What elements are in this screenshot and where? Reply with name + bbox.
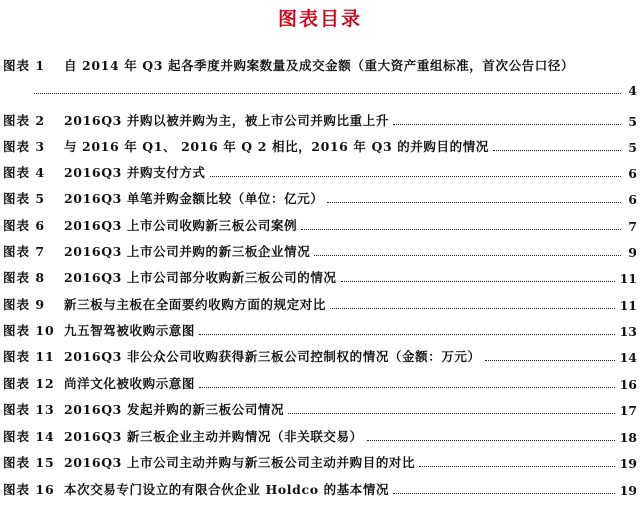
toc-text: 2016Q3 并购支付方式 [64, 165, 206, 180]
toc-leader [367, 440, 615, 441]
toc-label: 图表 9 [3, 297, 46, 312]
toc-text: 本次交易专门设立的有限合伙企业 Holdco 的基本情况 [64, 482, 390, 497]
toc-text: 与 2016 年 Q1、 2016 年 Q 2 相比，2016 年 Q3 的并购目的情况 [64, 139, 489, 154]
toc-entry[interactable] [0, 396, 640, 418]
toc-page: 5 [628, 114, 637, 129]
toc-page: 4 [628, 83, 637, 98]
toc-leader [314, 255, 621, 256]
toc-text: 2016Q3 非公众公司收购获得新三板公司控制权的情况（金额：万元） [64, 349, 481, 364]
toc-label: 图表 11 [3, 349, 55, 364]
toc-label: 图表 16 [3, 482, 55, 497]
toc-label: 图表 12 [3, 376, 55, 391]
toc-text: 2016Q3 新三板企业主动并购情况（非关联交易） [64, 429, 363, 444]
toc-label: 图表 2 [3, 113, 46, 128]
toc-entry[interactable] [0, 185, 640, 207]
toc-text: 尚洋文化被收购示意图 [64, 376, 196, 391]
toc-label: 图表 10 [3, 323, 55, 338]
toc-entry-continuation[interactable] [34, 82, 640, 98]
toc-page: 7 [628, 219, 637, 234]
toc-label: 图表 1 [3, 58, 46, 73]
toc-leader [327, 202, 621, 203]
toc-page: 6 [628, 192, 637, 207]
toc-text: 2016Q3 单笔并购金额比较（单位：亿元） [64, 191, 324, 206]
toc-page: 6 [628, 166, 637, 181]
toc-entry[interactable] [0, 476, 640, 498]
toc-label: 图表 15 [3, 455, 55, 470]
toc-entry[interactable] [0, 133, 640, 155]
toc-text: 2016Q3 上市公司并购的新三板企业情况 [64, 244, 311, 259]
toc-label: 图表 3 [3, 139, 46, 154]
toc-leader [301, 229, 621, 230]
toc-text: 2016Q3 上市公司部分收购新三板公司的情况 [64, 270, 337, 285]
toc-leader [393, 124, 621, 125]
toc-label: 图表 14 [3, 429, 55, 444]
toc-label: 图表 13 [3, 402, 55, 417]
toc-entry[interactable] [0, 370, 640, 392]
toc-entry[interactable] [0, 423, 640, 445]
toc-page: 14 [619, 350, 637, 365]
toc-leader [341, 281, 615, 282]
toc-entry[interactable] [0, 238, 640, 260]
toc-text: 2016Q3 上市公司收购新三板公司案例 [64, 218, 298, 233]
toc-page: 13 [619, 324, 637, 339]
toc-leader [199, 334, 615, 335]
toc-entry[interactable] [0, 52, 640, 74]
toc-label: 图表 4 [3, 165, 46, 180]
page-title: 图表目录 [277, 8, 362, 30]
toc-label: 图表 7 [3, 244, 46, 259]
toc-label: 图表 8 [3, 270, 46, 285]
toc-text: 新三板与主板在全面要约收购方面的规定对比 [64, 297, 327, 312]
toc-leader [330, 308, 615, 309]
toc-page: 9 [628, 245, 637, 260]
toc-page: 19 [619, 456, 637, 471]
toc-page: 16 [619, 377, 637, 392]
toc-leader [288, 413, 615, 414]
toc-label: 图表 6 [3, 218, 46, 233]
toc-leader [34, 93, 621, 94]
toc-text: 九五智驾被收购示意图 [64, 323, 196, 338]
toc-leader [493, 150, 621, 151]
toc-entry[interactable] [0, 159, 640, 181]
toc-entry[interactable] [0, 212, 640, 234]
toc-page: 11 [619, 298, 637, 313]
toc-text: 2016Q3 并购以被并购为主，被上市公司并购比重上升 [64, 113, 389, 128]
toc-text: 2016Q3 上市公司主动并购与新三板公司主动并购目的对比 [64, 455, 416, 470]
toc-leader [485, 360, 615, 361]
toc-text: 自 2014 年 Q3 起各季度并购案数量及成交金额（重大资产重组标准，首次公告口径） [64, 58, 575, 73]
toc-label: 图表 5 [3, 191, 46, 206]
toc-page: 18 [619, 430, 637, 445]
toc-leader [393, 493, 615, 494]
toc-entry[interactable] [0, 317, 640, 339]
toc-leader [199, 387, 615, 388]
toc-leader [210, 176, 621, 177]
toc-entry[interactable] [0, 107, 640, 129]
toc-page: 5 [628, 140, 637, 155]
toc-page: 17 [619, 403, 637, 418]
toc-leader [419, 466, 615, 467]
toc-page: 11 [619, 271, 637, 286]
toc-entry[interactable] [0, 291, 640, 313]
toc-text: 2016Q3 发起并购的新三板公司情况 [64, 402, 285, 417]
toc-entry[interactable] [0, 343, 640, 365]
toc-entry[interactable] [0, 449, 640, 471]
toc-page: 19 [619, 483, 637, 498]
toc-entry[interactable] [0, 264, 640, 286]
